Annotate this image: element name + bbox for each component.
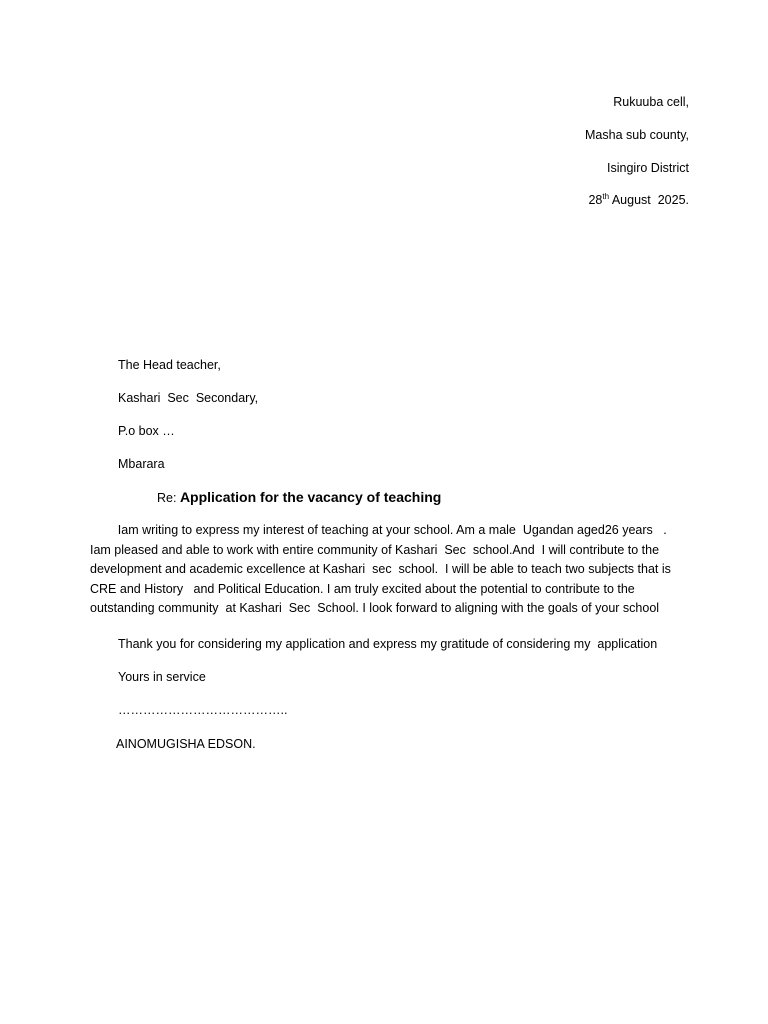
sender-address-line-2: Masha sub county, <box>585 128 689 142</box>
closing-line: Yours in service <box>118 670 206 684</box>
body-line: outstanding community at Kashari Sec School. I look forward to aligning with the goals of your school <box>90 601 660 615</box>
recipient-line-2: Kashari Sec Secondary, <box>118 391 259 405</box>
date-day: 28 <box>588 193 603 207</box>
recipient-line-4: Mbarara <box>118 457 165 471</box>
date-suffix: th <box>602 191 610 201</box>
recipient-line-3: P.o box … <box>118 424 175 438</box>
thanks-line: Thank you for considering my application and express my gratitude of considering my application <box>118 637 658 651</box>
signature-name: AINOMUGISHA EDSON. <box>116 737 256 751</box>
sender-address-line-3: Isingiro District <box>607 161 689 175</box>
signature-line: ………………………………….. <box>118 703 288 717</box>
body-line: development and academic excellence at Kashari sec school. I will be able to teach two subjects that is <box>90 562 671 576</box>
body-paragraph <box>90 521 700 619</box>
sender-address-line-1: Rukuuba cell, <box>613 95 689 109</box>
date-rest: August 2025. <box>609 193 689 207</box>
body-line: Iam writing to express my interest of teaching at your school. Am a male Ugandan aged26 years . <box>90 523 667 537</box>
subject-line <box>157 489 441 506</box>
body-line: CRE and History and Political Education. I am truly excited about the potential to contribute to the <box>90 581 635 596</box>
subject-label: Re: <box>157 491 180 505</box>
body-line: Iam pleased and able to work with entire community of Kashari Sec school.And I will contribute to the <box>90 542 660 557</box>
recipient-line-1: The Head teacher, <box>118 358 221 372</box>
subject-text: Application for the vacancy of teaching <box>179 489 442 505</box>
letter-date <box>588 193 689 208</box>
